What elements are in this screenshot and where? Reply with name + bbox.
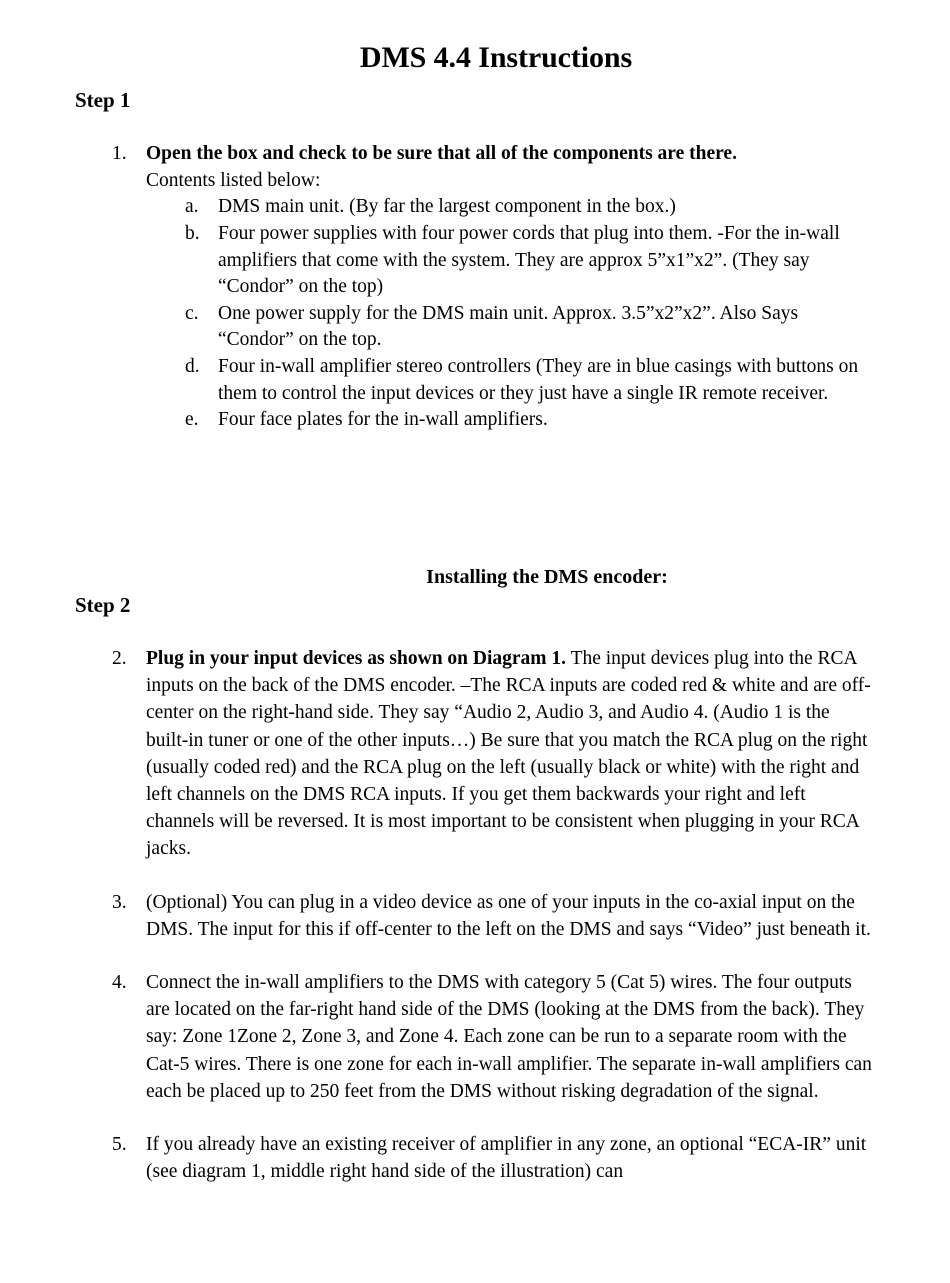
list-item-text: Connect the in-wall amplifiers to the DMS with category 5 (Cat 5) wires. The four outputs are located on the far-right hand side of the DMS (looking at the DMS from the back). They say: Zone 1Zone 2, Zone 3, and Zone 4. Each zone can be run to a separate room with the Cat-5 wires. There is one zone for each in-wall amplifier. The separate in-wall amplifiers can each be placed up to 250 feet from the DMS without risking degradation of the signal.	[146, 972, 872, 1102]
step-1-heading: Step 1	[75, 88, 131, 112]
list-item	[0, 1131, 950, 1185]
list-item	[0, 140, 950, 434]
list-item-marker: 4.	[112, 972, 127, 994]
list-item-marker: 2.	[112, 648, 127, 669]
list-item-marker: 1.	[112, 143, 127, 164]
list-item	[0, 354, 950, 407]
list-item	[0, 301, 950, 354]
step-1-list	[0, 140, 950, 434]
sub-item-marker: d.	[185, 355, 200, 377]
list-item-bold-lead: Open the box and check to be sure that all of the components are there.	[146, 143, 737, 164]
contents-lead-in: Contents listed below:	[146, 170, 321, 192]
sub-item-text: Four face plates for the in-wall amplifiers.	[218, 409, 548, 431]
sub-item-marker: c.	[185, 302, 199, 324]
page-title: DMS 4.4 Instructions	[359, 41, 633, 75]
step-2-heading: Step 2	[75, 593, 131, 617]
list-item	[0, 969, 950, 1105]
step-2-list	[0, 645, 950, 1185]
sub-item-marker: b.	[185, 223, 200, 244]
list-item-marker: 5.	[112, 1134, 127, 1156]
list-item-text: If you already have an existing receiver of amplifier in any zone, an optional “ECA-IR” unit (see diagram 1, middle right hand side of the illustration) can	[146, 1134, 867, 1183]
sub-item-text: One power supply for the DMS main unit. Approx. 3.5”x2”x2”. Also Says “Condor” on the top.	[218, 302, 799, 351]
sub-item-text: Four power supplies with four power cords that plug into them. -For the in-wall amplifiers that come with the system. They are approx 5”x1”x2”. (They say “Condor” on the top)	[218, 223, 840, 298]
list-item-text: The input devices plug into the RCA inputs on the back of the DMS encoder. –The RCA inputs are coded red & white and are off-center on the right-hand side. They say “Audio 2, Audio 3, and Audio 4. (Audio 1 is the built-in tuner or one of the other inputs…) Be sure that you match the RCA plug on the right (usually coded red) and the RCA plug on the left (usually black or white) with the right and left channels on the DMS RCA inputs. If you get them backwards your right and left channels will be reversed. It is most important to be consistent when plugging in your RCA jacks.	[146, 648, 871, 860]
list-item-text: (Optional) You can plug in a video device as one of your inputs in the co-axial input on the DMS. The input for this if off-center to the left on the DMS and says “Video” just beneath it.	[146, 891, 871, 940]
list-item	[0, 645, 950, 863]
sub-item-text: Four in-wall amplifier stereo controllers (They are in blue casings with buttons on them to control the input devices or they just have a single IR remote receiver.	[218, 355, 859, 404]
sub-item-text: DMS main unit. (By far the largest component in the box.)	[218, 196, 676, 218]
list-item	[0, 221, 950, 301]
list-item	[0, 407, 950, 434]
list-item	[0, 194, 950, 221]
list-item-marker: 3.	[112, 891, 127, 913]
list-item	[0, 889, 950, 943]
sub-item-marker: a.	[185, 196, 199, 218]
section-heading-installing-encoder: Installing the DMS encoder:	[426, 566, 668, 588]
list-item-bold-lead: Plug in your input devices as shown on Diagram 1.	[146, 648, 567, 669]
sub-item-marker: e.	[185, 409, 199, 431]
contents-sub-list	[0, 194, 950, 433]
